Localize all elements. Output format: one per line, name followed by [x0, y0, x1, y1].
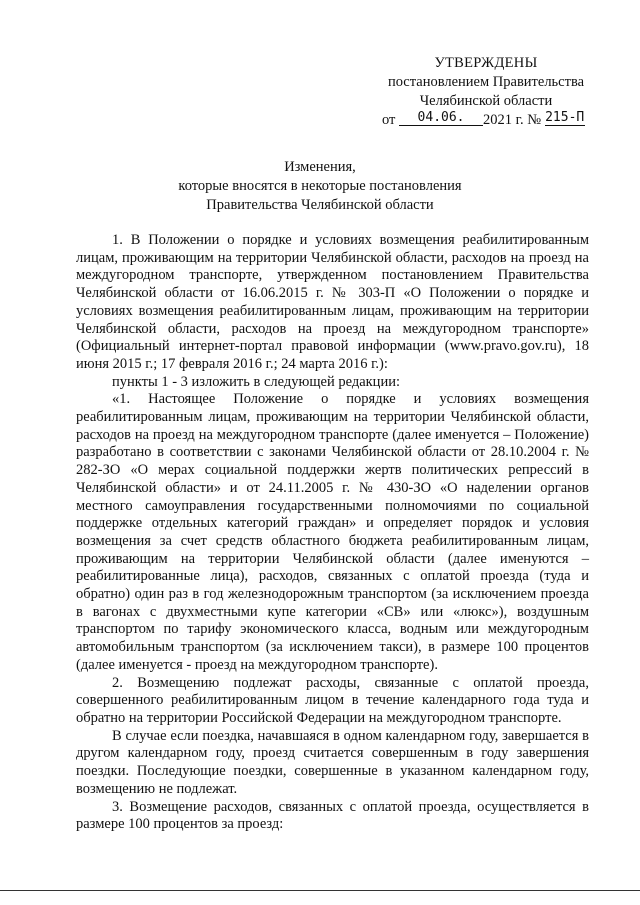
paragraph-points-intro: пункты 1 - 3 изложить в следующей редакции:	[112, 373, 400, 390]
document-title	[140, 158, 500, 215]
approval-heading: УТВЕРЖДЕНЫ	[434, 55, 538, 71]
paragraph-point-2-continued: В случае если поездка, начавшаяся в одном календарном году, завершается в другом календарном году, проезд считается совершенным в году завершения поездки. Последующие поездки, совершенные в указанном календарном году, возмещению не подлежат.	[76, 727, 589, 797]
approval-authority: постановлением Правительства	[387, 74, 585, 90]
paragraph-point-2: 2. Возмещению подлежат расходы, связанные с оплатой проезда, совершенного реабилитированным лицом в течение календарного года туда и обратно на территории Российской Федерации на междугородном транспорте.	[76, 674, 589, 726]
approval-date-line	[376, 111, 596, 130]
paragraph-item-1: 1. В Положении о порядке и условиях возмещения реабилитированным лицам, проживающим на территории Челябинской области, расходов на проезд на междугородном транспорте, утвержденном постановлением Правительства Челябинской области от 16.06.2015 г. № 303-П «О Положении о порядке и условиях возмещения реабилитированным лицам, проживающим на территории Челябинской области, расходов на проезд на междугородном транспорте» (Официальный интернет-портал правовой информации (www.pravo.gov.ru), 18 июня 2015 г.; 17 февраля 2016 г.; 24 марта 2016 г.):	[76, 232, 589, 372]
document-body	[76, 232, 589, 834]
title-line-3: Правительства Челябинской области	[206, 197, 434, 213]
date-value: 04.06.	[399, 111, 483, 126]
approval-stamp	[376, 54, 596, 130]
approval-region: Челябинской области	[419, 93, 553, 109]
paragraph-point-1: «1. Настоящее Положение о порядке и условиях возмещения реабилитированным лицам, проживающим на территории Челябинской области, расходов на проезд на междугородном транспорте (далее именуется – Положение) разработано в соответствии с законами Челябинской области от 28.10.2004 г. № 282-ЗО «О мерах социальной поддержки жертв политических репрессий в Челябинской области» и от 24.11.2005 г. № 430-ЗО «О наделении органов местного самоуправления государственными полномочиями по социальной поддержке отдельных категорий граждан» и определяет порядок и условия возмещения за счет средств областного бюджета реабилитированным лицам, проживающим на территории Челябинской области (далее именуются – реабилитированные лица), расходов, связанных с оплатой проезда (туда и обратно) один раз в год железнодорожным транспортом (за исключением проезда в вагонах с двухместными купе категории «СВ» или «люкс»), воздушным транспортом по тарифу экономического класса, водным или междугородным автомобильным транспортом (за исключением такси), в размере 100 процентов (далее именуется - проезд на междугородном транспорте).	[76, 391, 589, 673]
paragraph-point-3: 3. Возмещение расходов, связанных с оплатой проезда, осуществляется в размере 100 процентов за проезд:	[76, 798, 589, 833]
date-prefix: от	[382, 112, 396, 128]
year-text: 2021 г. №	[483, 112, 542, 128]
document-number: 215-П	[545, 110, 585, 125]
title-line-1: Изменения,	[284, 159, 356, 175]
title-line-2: которые вносятся в некоторые постановления	[178, 178, 462, 194]
page-bottom-divider	[0, 890, 640, 891]
